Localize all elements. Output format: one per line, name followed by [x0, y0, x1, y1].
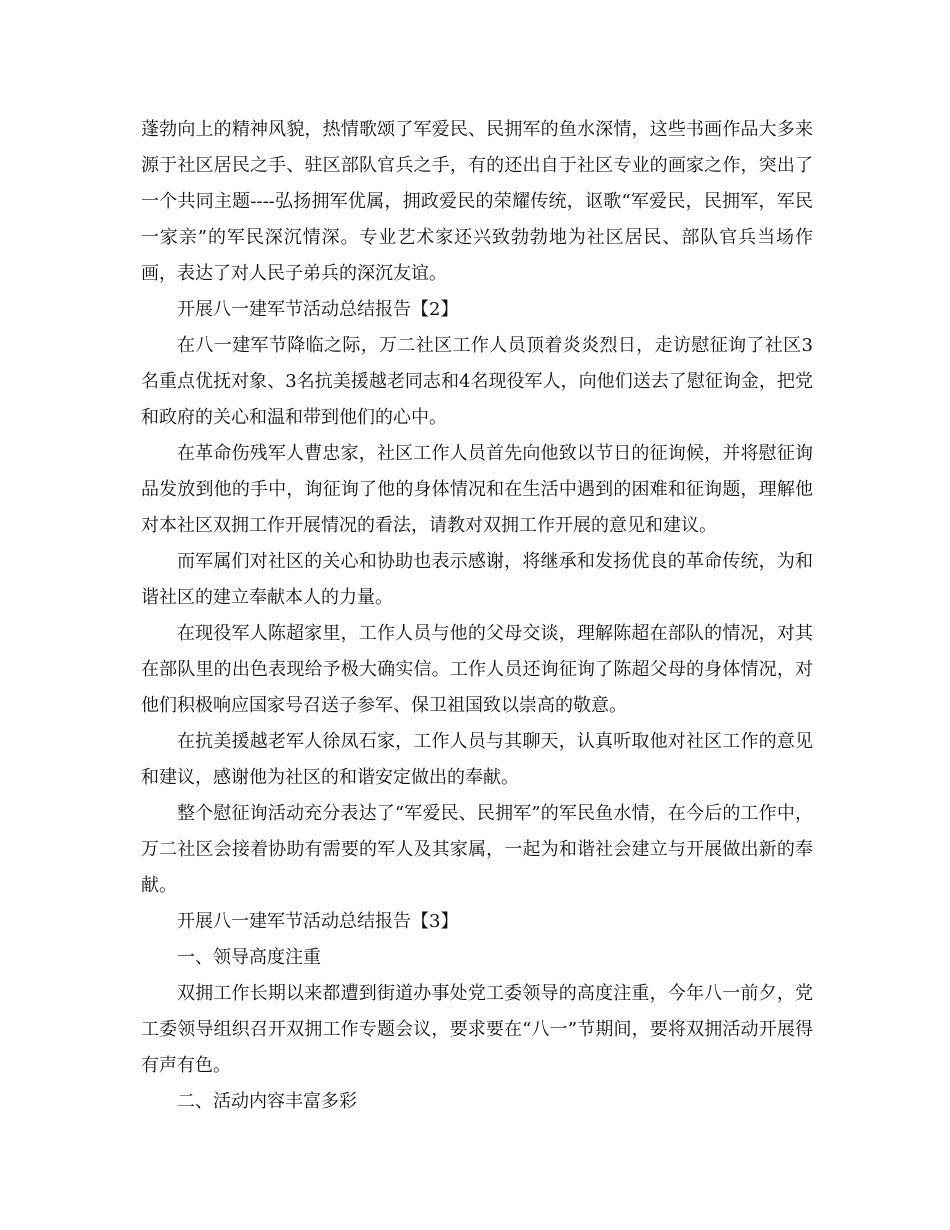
- subheading-1: 一、领导高度注重: [177, 947, 321, 968]
- paragraph-5: 在现役军人陈超家里，工作人员与他的父母交谈，理解陈超在部队的情况，对其在部队里的出色表现给予极大确实信。工作人员还询征询了陈超父母的身体情况，对他们积极响应国家号召送子参军、保卫祖国致以崇高的敬意。: [141, 623, 813, 716]
- subheading-2: 二、活动内容丰富多彩: [177, 1091, 357, 1112]
- paragraph-6: 在抗美援越老军人徐凤石家，工作人员与其聊天，认真听取他对社区工作的意见和建议，感谢他为社区的和谐安定做出的奉献。: [141, 731, 813, 788]
- paragraph-4: 而军属们对社区的关心和协助也表示感谢，将继承和发扬优良的革命传统，为和谐社区的建立奉献本人的力量。: [141, 551, 813, 608]
- section-heading-3: 开展八一建军节活动总结报告【3】: [177, 911, 459, 932]
- document-body: [141, 112, 813, 1120]
- paragraph-3: 在革命伤残军人曹忠家，社区工作人员首先向他致以节日的征询候，并将慰征询品发放到他的手中，询征询了他的身体情况和在生活中遇到的困难和征询题，理解他对本社区双拥工作开展情况的看法，请教对双拥工作开展的意见和建议。: [141, 443, 813, 536]
- paragraph-7: 整个慰征询活动充分表达了“军爱民、民拥军”的军民鱼水情，在今后的工作中，万二社区会接着协助有需要的军人及其家属，一起为和谐社会建立与开展做出新的奉献。: [141, 803, 813, 896]
- paragraph-1: 蓬勃向上的精神风貌，热情歌颂了军爱民、民拥军的鱼水深情，这些书画作品大多来源于社区居民之手、驻区部队官兵之手，有的还出自于社区专业的画家之作，突出了一个共同主题----弘扬拥军优属，拥政爱民的荣耀传统，讴歌“军爱民，民拥军，军民一家亲”的军民深沉情深。专业艺术家还兴致勃勃地为社区居民、部队官兵当场作画，表达了对人民子弟兵的深沉友谊。: [141, 119, 813, 284]
- section-heading-2: 开展八一建军节活动总结报告【2】: [177, 299, 459, 320]
- paragraph-8: 双拥工作长期以来都遭到街道办事处党工委领导的高度注重，今年八一前夕，党工委领导组织召开双拥工作专题会议，要求要在“八一”节期间，要将双拥活动开展得有声有色。: [141, 983, 813, 1076]
- paragraph-2: 在八一建军节降临之际，万二社区工作人员顶着炎炎烈日，走访慰征询了社区3名重点优抚对象、3名抗美援越老同志和4名现役军人，向他们送去了慰征询金，把党和政府的关心和温和带到他们的心中。: [141, 335, 813, 428]
